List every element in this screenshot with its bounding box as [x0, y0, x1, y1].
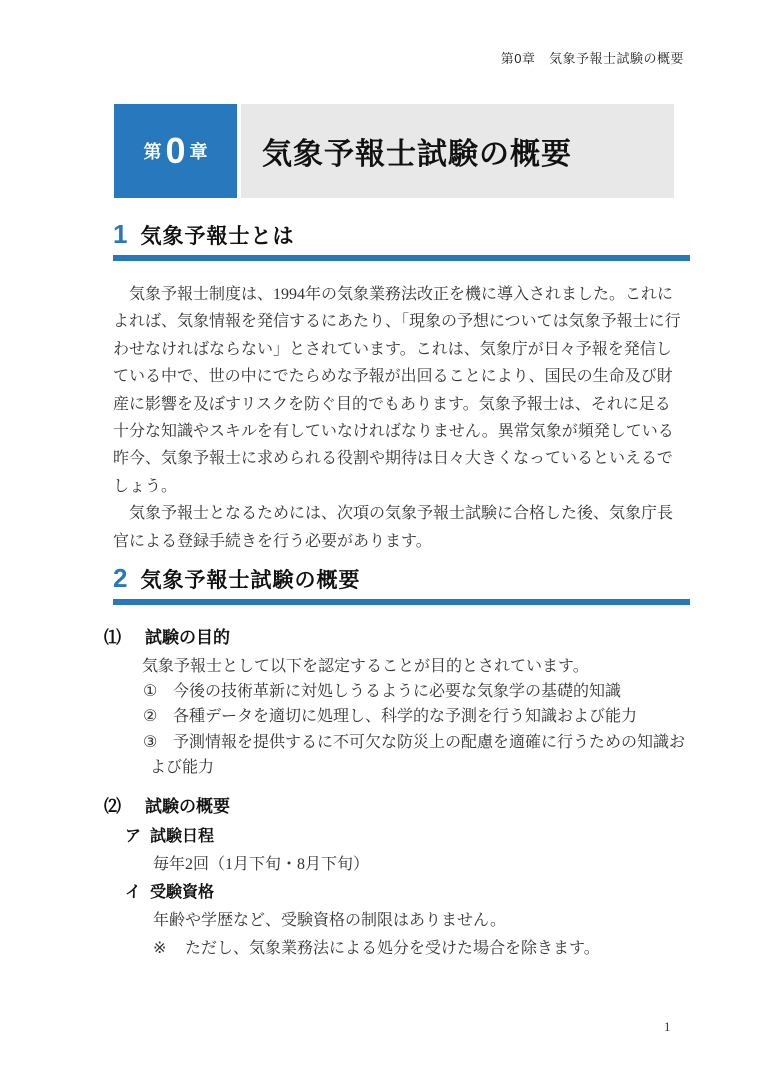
- text-line: 気象予報士となるためには、次項の気象予報士試験に合格した後、気象庁長: [113, 505, 674, 523]
- list-item-text: [150, 730, 704, 780]
- text-line: よれば、気象情報を発信するにあたり、「現象の予想については気象予報士に行: [113, 313, 681, 331]
- circled-number-1: ①: [143, 683, 158, 701]
- chapter-number-box: [114, 104, 237, 198]
- section-1-heading-row: [113, 220, 690, 250]
- item-b-heading-row: [125, 879, 704, 907]
- item-a-heading-row: [125, 823, 704, 851]
- text-line: 予測情報を提供するに不可欠な防災上の配慮を適確に行うための知識お: [173, 733, 686, 751]
- section-2-rule: [113, 599, 690, 605]
- section-1-rule: [113, 255, 690, 261]
- chapter-heading-band: [114, 104, 674, 198]
- circled-number-3: ③: [143, 733, 158, 751]
- item-a-heading: 試験日程: [150, 828, 215, 845]
- list-item: [143, 704, 704, 729]
- chapter-prefix: 第: [143, 142, 162, 162]
- text-line: 気象予報士制度は、1994年の気象業務法改正を機に導入されました。これに: [113, 286, 674, 303]
- text-line: 十分な知識やスキルを有していなければなりません。異常気象が頻発している: [113, 423, 674, 441]
- list-item-text: [173, 679, 704, 704]
- item-b-kana: イ: [125, 884, 142, 901]
- subsection-1-heading: [104, 626, 704, 650]
- list-item: [143, 679, 704, 704]
- text-line: わせなければならない」とされています。これは、気象庁が日々予報を発信し: [113, 340, 672, 358]
- item-a-kana: ア: [125, 828, 142, 845]
- chapter-suffix: 章: [189, 142, 208, 162]
- text-line: 各種データを適切に処理し、科学的な予測を行う知識および能力: [173, 708, 638, 726]
- list-item-text: [173, 704, 704, 729]
- text-line: 官による登録手続きを行う必要があります。: [113, 532, 432, 550]
- chapter-number: 0: [165, 130, 186, 171]
- circled-number-2: ②: [143, 708, 158, 726]
- item-b-note-row: [153, 935, 704, 963]
- text-line: よび能力: [150, 758, 215, 776]
- list-item: [143, 730, 704, 780]
- subsection-2-title: 試験の概要: [145, 797, 230, 816]
- chapter-title-band: [241, 104, 674, 198]
- text-line: ている中で、世の中にでたらめな予報が出回ることにより、国民の生命及び財: [113, 368, 673, 386]
- subsection-2-heading: [104, 795, 704, 819]
- section-2-heading: [113, 564, 690, 605]
- running-header: 第0章 気象予報士試験の概要: [500, 51, 684, 66]
- note-text: ただし、気象業務法による処分を受けた場合を除きます。: [185, 940, 600, 957]
- text-line: 昨今、気象予報士に求められる役割や期待は日々大きくなっているといえるで: [113, 450, 673, 468]
- page-number: 1: [664, 1019, 671, 1034]
- section-2-number: 2: [113, 563, 128, 593]
- note-marker: ※: [153, 940, 167, 957]
- subsection-exam-overview: [104, 795, 704, 963]
- subsection-1-label: ⑴: [104, 628, 121, 647]
- item-a-body: 毎年2回（1月下旬・8月下旬）: [153, 856, 370, 873]
- section-1-number: 1: [113, 219, 128, 249]
- section-2-title: 気象予報士試験の概要: [140, 569, 361, 592]
- item-b-heading: 受験資格: [150, 884, 215, 901]
- section-1-title: 気象予報士とは: [140, 225, 295, 248]
- text-line: 今後の技術革新に対処しうるように必要な気象学の基礎的知識: [173, 683, 622, 701]
- subsection-2-label: ⑵: [104, 797, 121, 816]
- chapter-title: 気象予報士試験の概要: [262, 138, 572, 171]
- subsection-1-intro: 気象予報士として以下を認定することが目的とされています。: [142, 658, 589, 675]
- section-1-body-text: [113, 281, 693, 555]
- text-line: しょう。: [113, 477, 178, 495]
- subsection-1-title: 試験の目的: [145, 628, 230, 647]
- text-line: 産に影響を及ぼすリスクを防ぐ目的でもあります。気象予報士は、それに足る: [113, 395, 671, 413]
- section-1-heading: [113, 220, 690, 261]
- item-b-body: 年齢や学歴など、受験資格の制限はありません。: [153, 912, 506, 929]
- section-2-heading-row: [113, 564, 690, 594]
- subsection-exam-purpose: [104, 626, 704, 780]
